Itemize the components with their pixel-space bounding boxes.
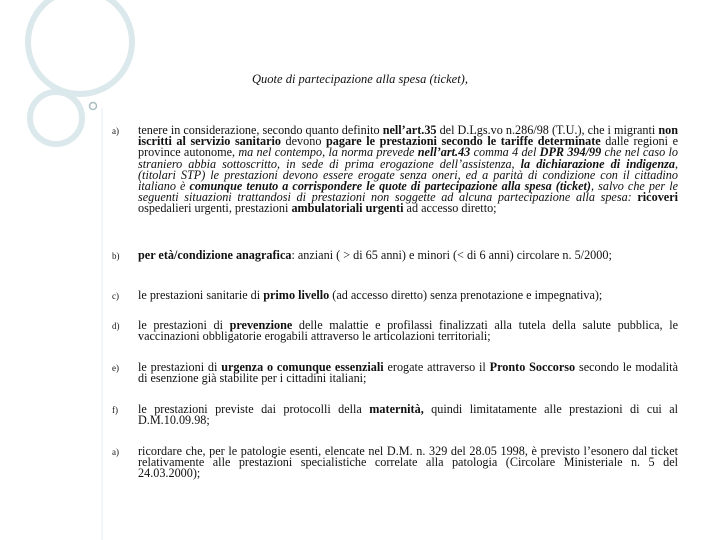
- text-run: Pronto Soccorso: [489, 360, 576, 374]
- list-item: [112, 404, 678, 426]
- list-item-text: [138, 125, 678, 215]
- text-run: maternità,: [369, 402, 424, 416]
- text-run: le prestazioni sanitarie di: [138, 288, 264, 302]
- list-marker: c): [112, 291, 119, 301]
- text-run: non iscritti al servizio sanitario: [138, 123, 678, 149]
- text-run: nell’art.43: [417, 145, 471, 160]
- text-run: nell’art.35: [382, 123, 437, 137]
- list-item: [112, 446, 678, 480]
- list-marker: a): [112, 126, 119, 136]
- deco-dot: [90, 103, 97, 110]
- list-item: [112, 250, 678, 261]
- list-marker: f): [112, 405, 118, 415]
- deco-circle-medium: [30, 92, 82, 144]
- text-run: ambulatoriali urgenti: [291, 201, 404, 216]
- text-run: comma 4 del: [470, 145, 540, 160]
- list-item-text: [138, 290, 678, 301]
- text-run: , (titolari STP) le prestazioni devono essere erogate senza oneri, ed a parità di condizione con il cittadino italiano è: [138, 156, 678, 194]
- text-run: ricordare che, per le patologie esenti, elencate nel D.M. n. 329 del 28.05 1998, è previsto l’esonero dal ticket relativamente alle prestazioni specialistiche correlate alla patologia (Circolare Ministeriale n. 5 del 24.03.2000);: [138, 444, 678, 481]
- text-run: le prestazioni previste dai protocolli della: [138, 402, 370, 416]
- text-run: comunque tenuto a corrispondere le quote di partecipazione alla spesa (ticket): [189, 179, 591, 194]
- text-run: quindi limitatamente alle prestazioni di cui al D.M.10.09.98;: [138, 402, 678, 428]
- list-item: [112, 362, 678, 384]
- text-run: erogate attraverso il: [383, 360, 490, 374]
- text-run: (ad accesso diretto) senza prenotazione e impegnativa);: [329, 288, 603, 302]
- list-item: [112, 125, 678, 215]
- text-run: DPR 394/99: [539, 145, 602, 160]
- list-item-text: [138, 362, 678, 384]
- list-marker: d): [112, 321, 120, 331]
- text-run: prevenzione: [229, 318, 293, 332]
- text-run: la dichiarazione di indigenza: [520, 156, 675, 171]
- text-run: ma nel contempo, la norma prevede: [238, 145, 418, 160]
- text-run: ricoveri: [637, 190, 678, 205]
- text-run: : anziani ( > di 65 anni) e minori (< di 6 anni) circolare n. 5/2000;: [291, 248, 612, 262]
- text-run: tenere in considerazione, secondo quanto definito: [138, 123, 383, 137]
- text-run: dalle regioni e province autonome,: [138, 134, 678, 160]
- list-item: [112, 290, 678, 301]
- list-item-text: [138, 250, 678, 261]
- list-item: [112, 320, 678, 342]
- list-item-text: [138, 404, 678, 426]
- text-run: del D.Lgs.vo n.286/98 (T.U.), che i migranti: [436, 123, 659, 137]
- text-run: le prestazioni di: [138, 318, 230, 332]
- text-run: le prestazioni di: [138, 360, 222, 374]
- text-run: per età/condizione anagrafica: [138, 248, 292, 262]
- text-run: ospedalieri urgenti, prestazioni: [138, 201, 292, 216]
- list-item-text: [138, 320, 678, 342]
- text-run: secondo le modalità di esenzione già stabilite per i cittadini italiani;: [138, 360, 678, 386]
- text-run: devono: [280, 134, 326, 149]
- list-marker: e): [112, 363, 119, 373]
- text-run: ad accesso diretto;: [403, 201, 497, 216]
- text-run: urgenza o comunque essenziali: [221, 360, 384, 374]
- text-run: che nel caso lo straniero abbia sottoscritto, in sede di prima erogazione dell’assistenza,: [138, 145, 679, 171]
- list-marker: a): [112, 447, 119, 457]
- text-run: pagare le prestazioni secondo le tariffe determinate: [326, 134, 601, 149]
- text-run: delle malattie e profilassi finalizzati alla tutela della salute pubblica, le vaccinazioni obbligatorie erogabili attraverso le articolazioni territoriali;: [138, 318, 678, 344]
- text-run: , salvo che per le seguenti situazioni trattandosi di prestazioni non soggette ad alcuna partecipazione alla spesa:: [138, 179, 678, 205]
- list-marker: b): [112, 251, 120, 261]
- list-item-text: [138, 446, 678, 480]
- page-title: Quote di partecipazione alla spesa (ticket),: [252, 72, 468, 86]
- text-run: primo livello: [263, 288, 330, 302]
